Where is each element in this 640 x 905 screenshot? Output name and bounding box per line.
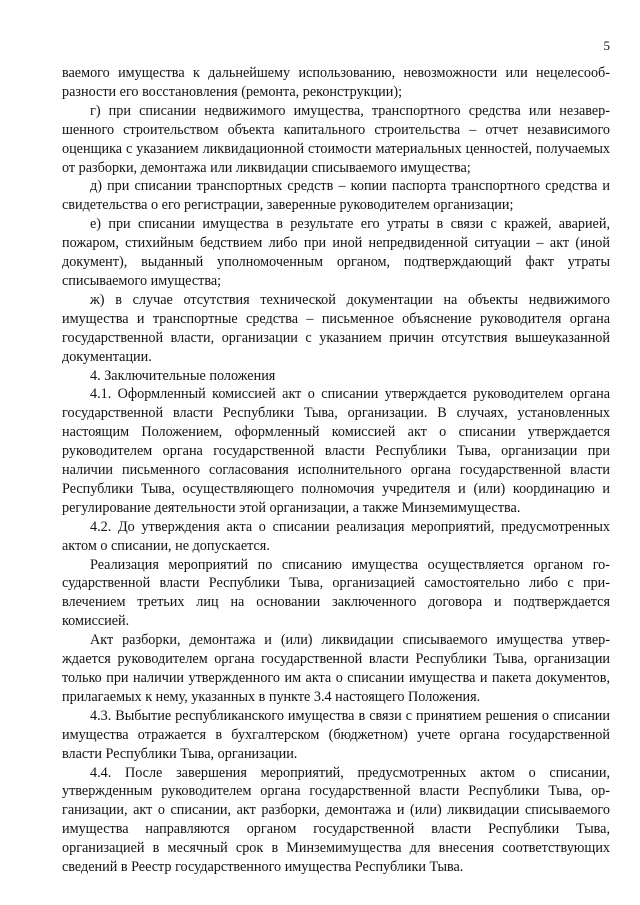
paragraph-4-4: 4.4. После завершения мероприятий, предусмотренных актом о списании, утвержденным руководителем органа государственной власти Республики Тыва, организации, акт о списании, акт разборки, демонтажа и (или) ликвидации списываемого имущества направляются органом государственной власти Республики Тыва, организацией в месячный срок в Минземимущества для внесения соответствующих сведений в Реестр государственного имущества Республики Тыва. [62,764,610,876]
paragraph-item-zh: ж) в случае отсутствия технической документации на объекты недвижимого имущества и транспортные средства – письменное объяснение руководителя органа государственной власти, организации с указанием причин отсутствия вышеуказанной документации. [62,291,610,365]
paragraph-item-g: г) при списании недвижимого имущества, транспортного средства или незавершенного строительством объекта капитального строительства – отчет независимого оценщика с указанием ликвидационной стоимости материальных ценностей, получаемых от разборки, демонтажа или ликвидации списываемого имущества; [62,102,610,176]
paragraph-continuation: ваемого имущества к дальнейшему использованию, невозможности или нецелесообразности его восстановления (ремонта, реконструкции); [62,65,610,100]
paragraph-4-2-dismantling-act: Акт разборки, демонтажа и (или) ликвидации списываемого имущества утверждается руководителем органа государственной власти Республики Тыва, организации только при наличии утвержденного им акта о списании имущества и пакета документов, прилагаемых к нему, указанных в пункте 3.4 настоящего Положения. [62,632,610,705]
document-body [62,64,610,877]
paragraph-4-2: 4.2. До утверждения акта о списании реализация мероприятий, предусмотренных актом о списании, не допускается. [62,518,610,554]
paragraph-item-e: е) при списании имущества в результате его утраты в связи с кражей, аварией, пожаром, стихийным бедствием либо при иной непредвиденной ситуации – акт (иной документ), выданный уполномоченным органом, подтверждающий факт утраты списываемого имущества; [62,216,610,289]
paragraph-item-d: д) при списании транспортных средств – копии паспорта транспортного средства и свидетельства о его регистрации, заверенные руководителем организации; [62,178,610,214]
paragraph-4-3: 4.3. Выбытие республиканского имущества в связи с принятием решения о списании имущества отражается в бухгалтерском (бюджетном) учете органа государственной власти Республики Тыва, организации. [62,707,610,762]
section-title: 4. Заключительные положения [90,367,276,384]
page-number: 5 [603,38,610,53]
paragraph-4-1: 4.1. Оформленный комиссией акт о списании утверждается руководителем органа государственной власти Республики Тыва, организации. В случаях, установленных настоящим Положением, оформленный комиссией акт о списании утверждается руководителем органа государственной власти Республики Тыва, организации при наличии письменного согласования исполнительного органа государственной власти Республики Тыва, осуществляющего полномочия учредителя и (или) координацию и регулирование деятельности этой организации, а также Минземимущества. [62,386,610,516]
paragraph-4-2-implementation: Реализация мероприятий по списанию имущества осуществляется органом государственной власти Республики Тыва, организацией самостоятельно либо с привлечением третьих лиц на основании заключенного договора и подтверждается комиссией. [62,556,610,630]
